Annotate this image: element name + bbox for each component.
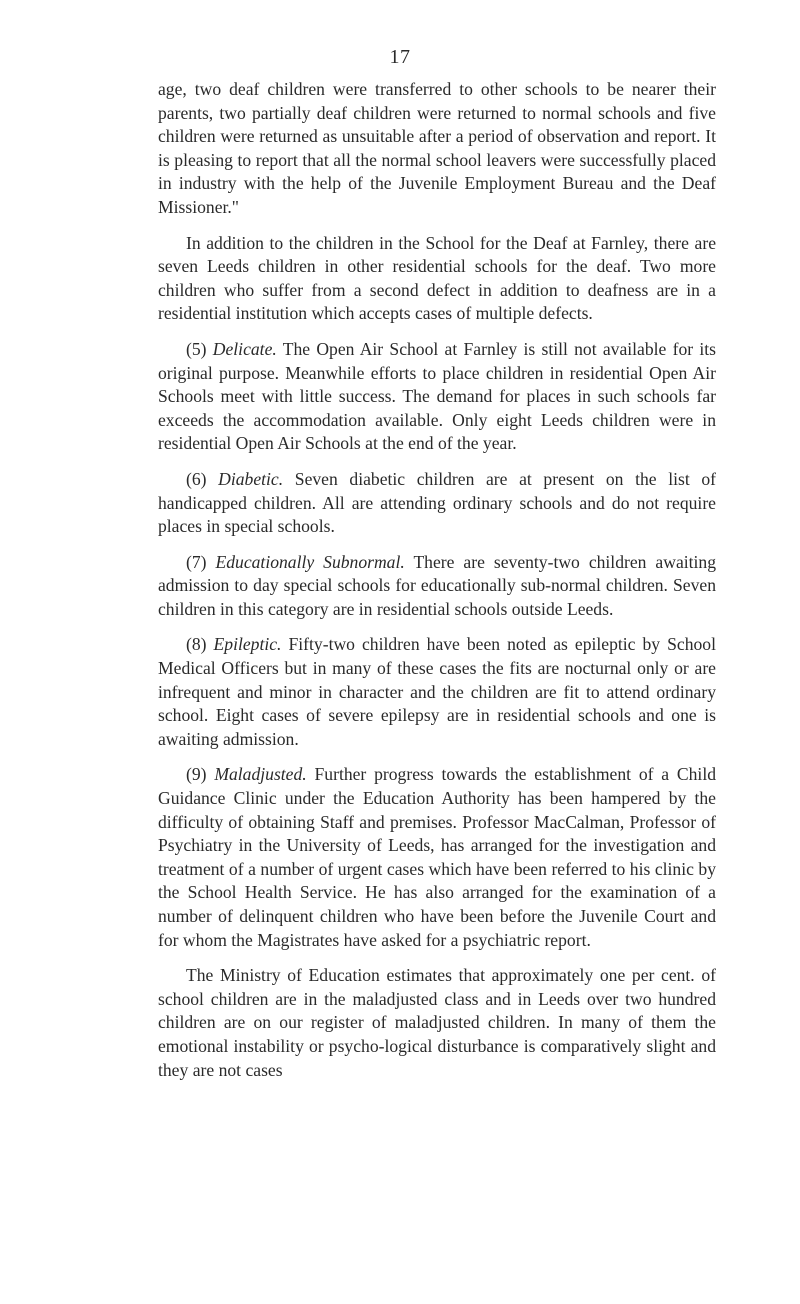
paragraph-educationally-subnormal	[158, 551, 716, 622]
paragraph-ministry-estimate	[158, 964, 716, 1082]
section-number: (5)	[186, 338, 207, 359]
section-term: Diabetic.	[218, 468, 284, 489]
section-term: Delicate.	[212, 338, 277, 359]
section-number: (9)	[186, 764, 207, 785]
page-number: 17	[389, 46, 411, 68]
paragraph-epileptic	[158, 633, 716, 751]
paragraph-text: Seven diabetic children are at present on the list of handicapped children. All are attending ordinary schools and do not require places in special schools.	[158, 468, 716, 537]
paragraph-text: age, two deaf children were transferred to other schools to be nearer their parents, two partially deaf children were returned to normal schools and five children were returned as unsuitable after a period of observation and report. It is pleasing to report that all the normal school leavers were successfully placed in industry with the help of the Juvenile Employment Bureau and the Deaf Missioner."	[158, 79, 716, 217]
paragraph-farnley-deaf	[158, 232, 716, 326]
section-number: (7)	[186, 551, 207, 572]
paragraph-text: The Ministry of Education estimates that approximately one per cent. of school children are in the maladjusted class and in Leeds over two hundred children are on our register of maladjusted children. In many of them the emotional instability or psycho-logical disturbance is comparatively slight and they are not cases	[158, 965, 716, 1080]
paragraph-diabetic	[158, 468, 716, 539]
paragraph-text: There are seventy-two children awaiting admission to day special schools for educationally sub-normal children. Seven children in this category are in residential schools outside Leeds.	[158, 551, 717, 619]
paragraph-continuation	[158, 78, 716, 220]
paragraph-text: In addition to the children in the School for the Deaf at Farnley, there are seven Leeds children in other residential schools for the deaf. Two more children who suffer from a second defect in addition to deafness are in a residential institution which accepts cases of multiple defects.	[158, 232, 716, 324]
section-term: Epileptic.	[213, 634, 282, 655]
paragraph-delicate	[158, 338, 716, 456]
paragraph-text: Fifty-two children have been noted as epileptic by School Medical Officers but in many of these cases the fits are nocturnal only or are infrequent and minor in character and the children are fit to attend ordinary school. Eight cases of severe epilepsy are in residential schools and one is awaiting admission.	[158, 634, 716, 749]
paragraph-text: The Open Air School at Farnley is still not available for its original purpose. Meanwhile efforts to place children in residential Open Air Schools meet with little success. The demand for places in such schools far exceeds the accommodation available. Only eight Leeds children were in residential Open Air Schools at the end of the year.	[158, 338, 716, 454]
paragraph-maladjusted	[158, 763, 716, 952]
section-number: (8)	[186, 634, 207, 655]
paragraph-text: Further progress towards the establishment of a Child Guidance Clinic under the Education Authority has been hampered by the difficulty of obtaining Staff and premises. Professor MacCalman, Professor of Psychiatry in the University of Leeds, has arranged for the investigation and treatment of a number of urgent cases which have been referred to his clinic by the School Health Service. He has also arranged for the examination of a number of delinquent children who have been before the Juvenile Court and for whom the Magistrates have asked for a psychiatric report.	[158, 764, 717, 950]
section-term: Educationally Subnormal.	[215, 551, 405, 572]
section-number: (6)	[186, 468, 207, 489]
section-term: Maladjusted.	[214, 764, 307, 785]
body-text	[158, 78, 716, 1094]
